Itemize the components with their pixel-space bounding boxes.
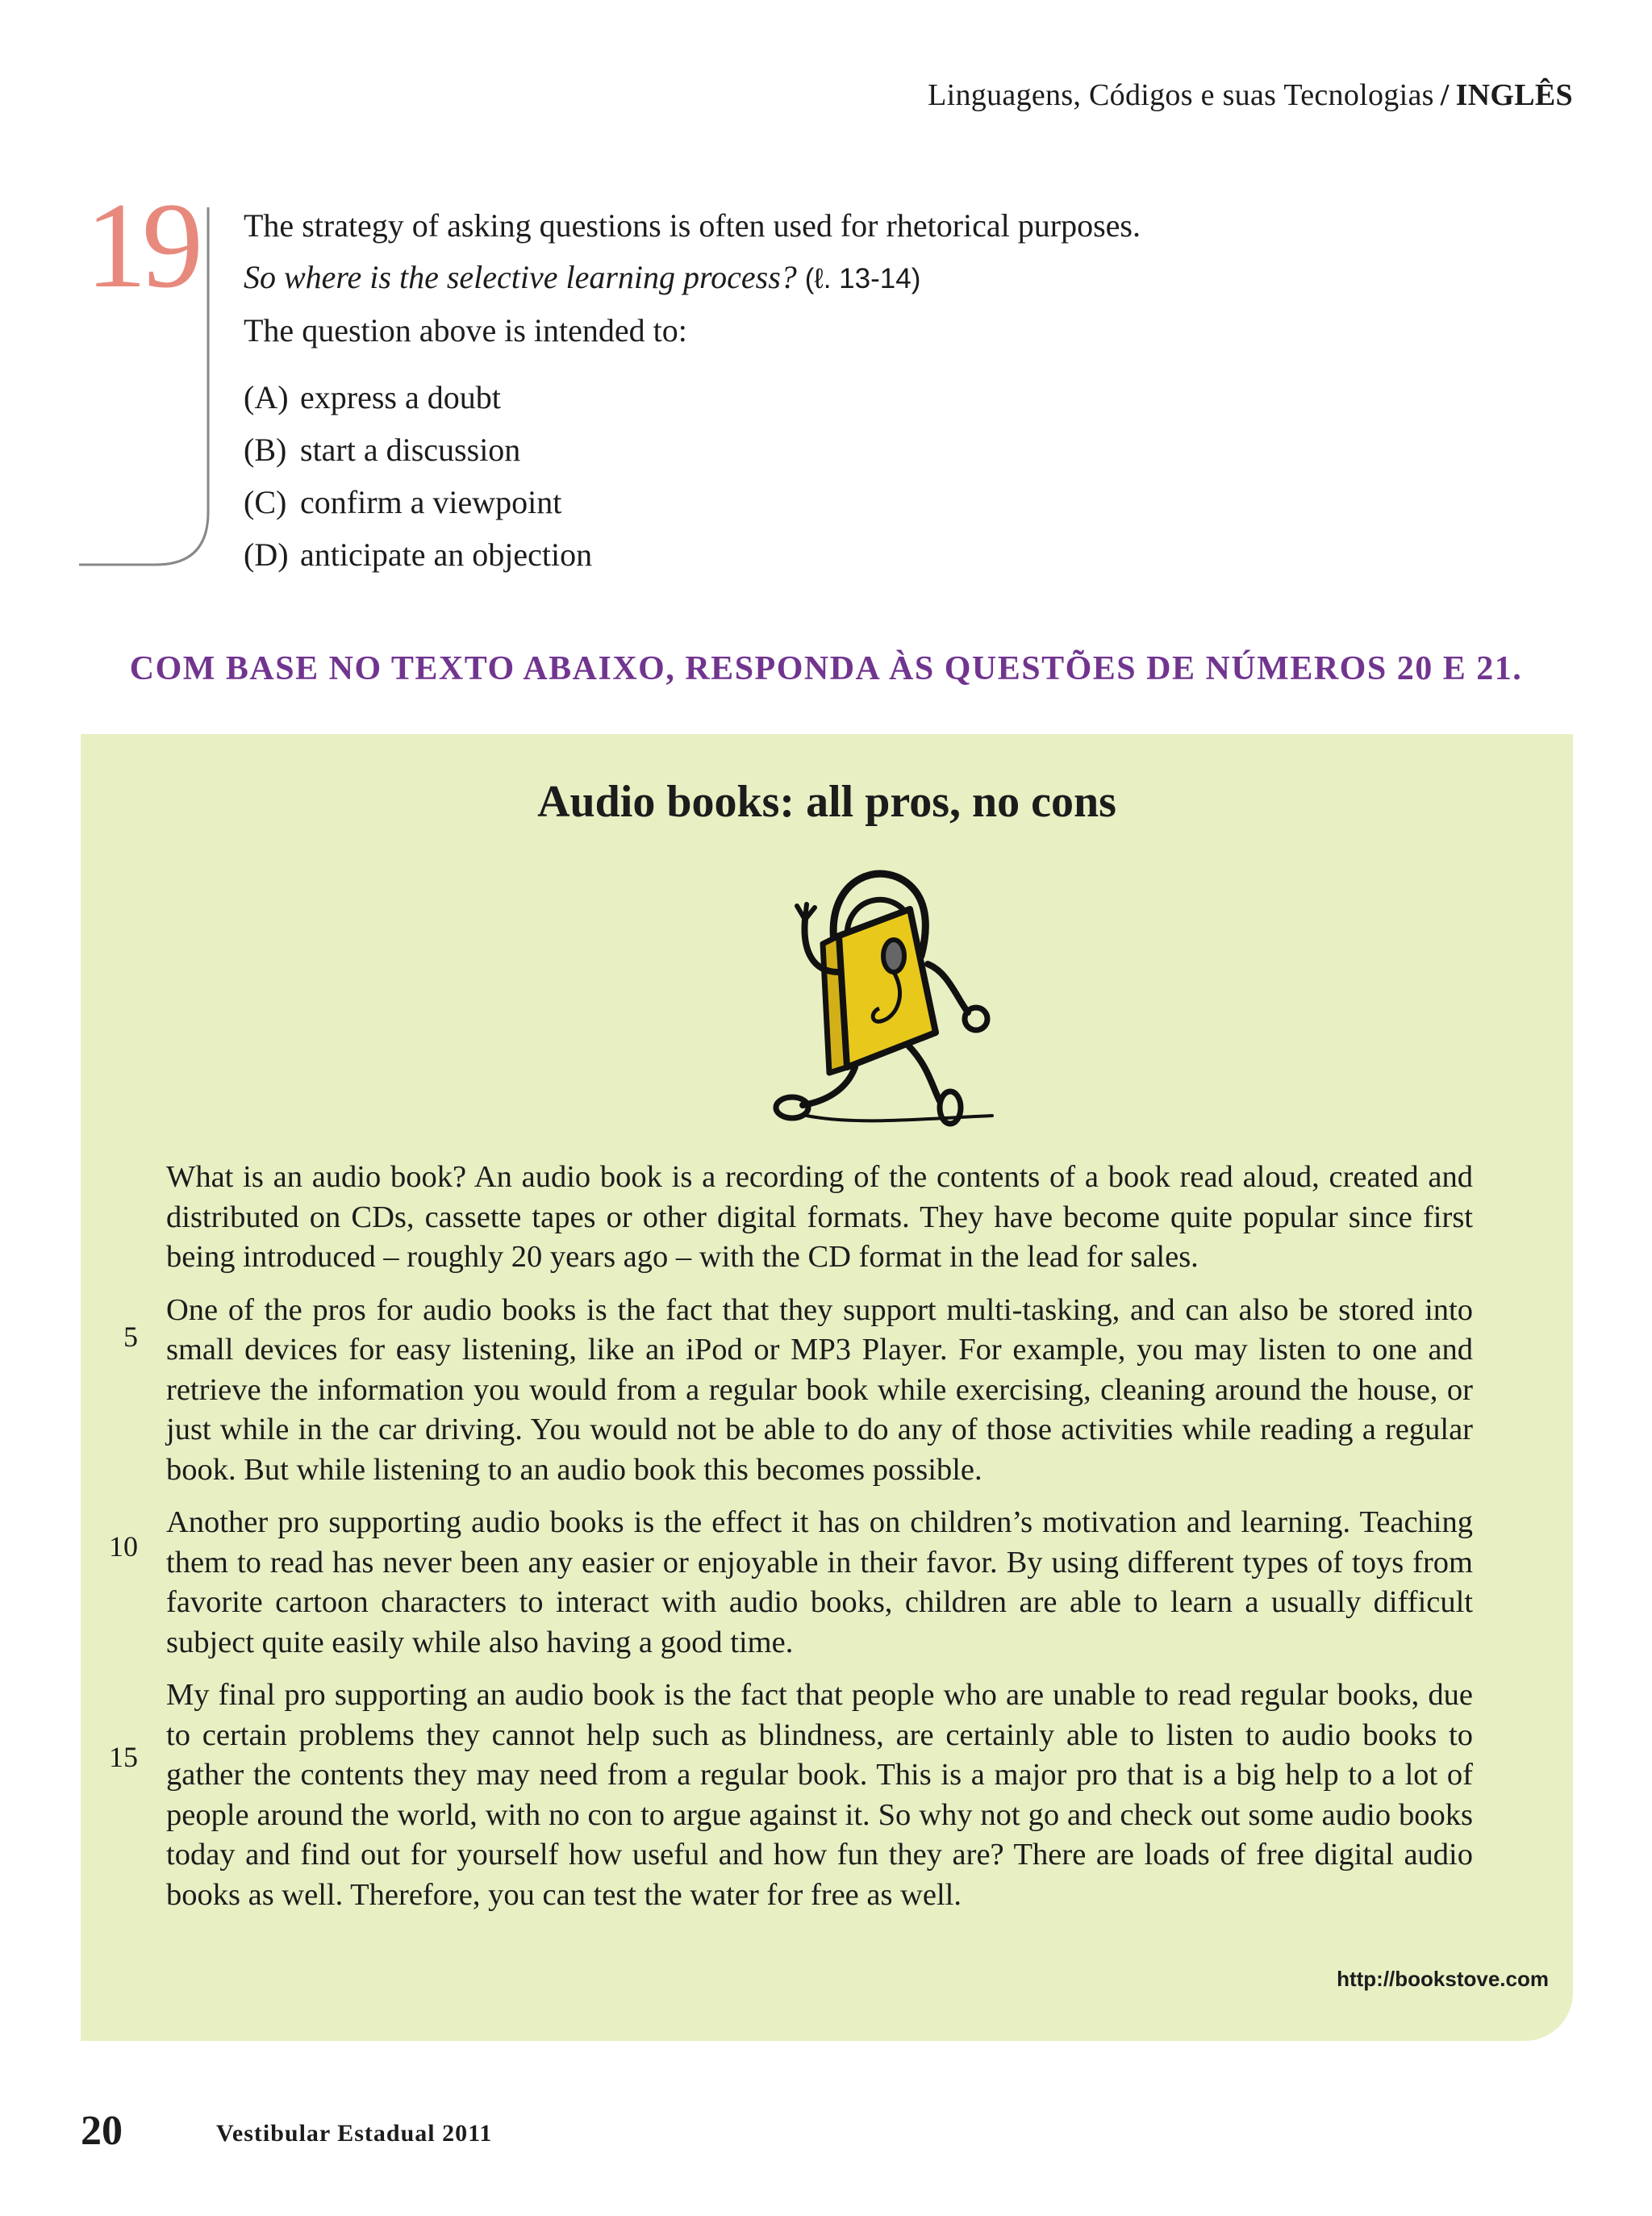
option-a[interactable] (244, 371, 1534, 424)
paragraph-4: My final pro supporting an audio book is the fact that people who are unable to read regular books, due to certain problems they cannot help such as blindness, are certainly able to listen to audio books to gather the contents they may need from a regular book. This is a major pro that is a big help to a lot of people around the world, with no con to argue against it. So why not go and check out some audio books today and find out for yourself how useful and how fun they are? There are loads of free digital audio books as well. Therefore, you can test the water for free as well. (166, 1678, 1473, 1912)
question-quote-line (244, 252, 1534, 305)
header-area: Linguagens, Códigos e suas Tecnologias (928, 78, 1434, 112)
question-line-ref: (ℓ. 13-14) (804, 263, 921, 294)
line-number-15: 15 (109, 1741, 138, 1773)
answer-options (244, 371, 1534, 581)
option-letter: (D) (244, 536, 289, 573)
line-number-5: 5 (123, 1321, 138, 1353)
option-letter: (A) (244, 379, 289, 415)
paragraph-3: Another pro supporting audio books is the effect it has on children’s motivation and learning. Teaching them to read has never been any easier or enjoyable in their favor. By using different types of toys from favorite cartoon characters to interact with audio books, children are able to learn a usually difficult subject quite easily while also having a good time. (166, 1505, 1473, 1659)
option-text: anticipate an objection (300, 536, 593, 573)
paragraph-2: One of the pros for audio books is the fact that they support multi-tasking, and can also be stored into small devices for easy listening, like an iPod or MP3 Player. For example, you may listen to one and retrieve the information you would from a regular book while exercising, cleaning around the house, or just while in the car driving. You would not be able to do any of those activities while reading a regular book. But while listening to an audio book this becomes possible. (166, 1292, 1473, 1487)
question-number: 19 (86, 177, 198, 313)
header-separator: / (1440, 78, 1450, 112)
question-stem: The strategy of asking questions is often used for rhetorical purposes. (244, 207, 1141, 244)
question-bracket-decoration (79, 206, 216, 569)
line-number-10: 10 (109, 1530, 138, 1563)
option-letter: (B) (244, 432, 287, 468)
text-title: Audio books: all pros, no cons (537, 777, 1116, 827)
audio-book-icon (726, 859, 1065, 1133)
option-text: start a discussion (300, 432, 521, 468)
header-subject: INGLÊS (1455, 78, 1573, 112)
question-quote: So where is the selective learning process? (244, 259, 797, 295)
question-block (244, 200, 1534, 581)
option-d[interactable] (244, 528, 1534, 581)
passage (109, 1158, 1473, 1928)
option-b[interactable] (244, 424, 1534, 476)
source-link[interactable]: http://bookstove.com (1337, 1967, 1549, 1991)
reading-text-box (81, 734, 1573, 2041)
page-number: 20 (81, 2108, 123, 2154)
option-c[interactable] (244, 476, 1534, 528)
paragraph-1: What is an audio book? An audio book is a recording of the contents of a book read aloud, created and distributed on CDs, cassette tapes or other digital formats. They have become quite popular since first being introduced – roughly 20 years ago – with the CD format in the lead for sales. (166, 1160, 1473, 1274)
page-header (928, 77, 1573, 113)
question-prompt: The question above is intended to: (244, 312, 687, 348)
option-letter: (C) (244, 484, 287, 520)
exam-title: Vestibular Estadual 2011 (216, 2120, 493, 2147)
instruction-banner: COM BASE NO TEXTO ABAIXO, RESPONDA ÀS QUESTÕES DE NÚMEROS 20 E 21. (129, 650, 1523, 687)
option-text: express a doubt (300, 379, 501, 415)
option-text: confirm a viewpoint (300, 484, 562, 520)
